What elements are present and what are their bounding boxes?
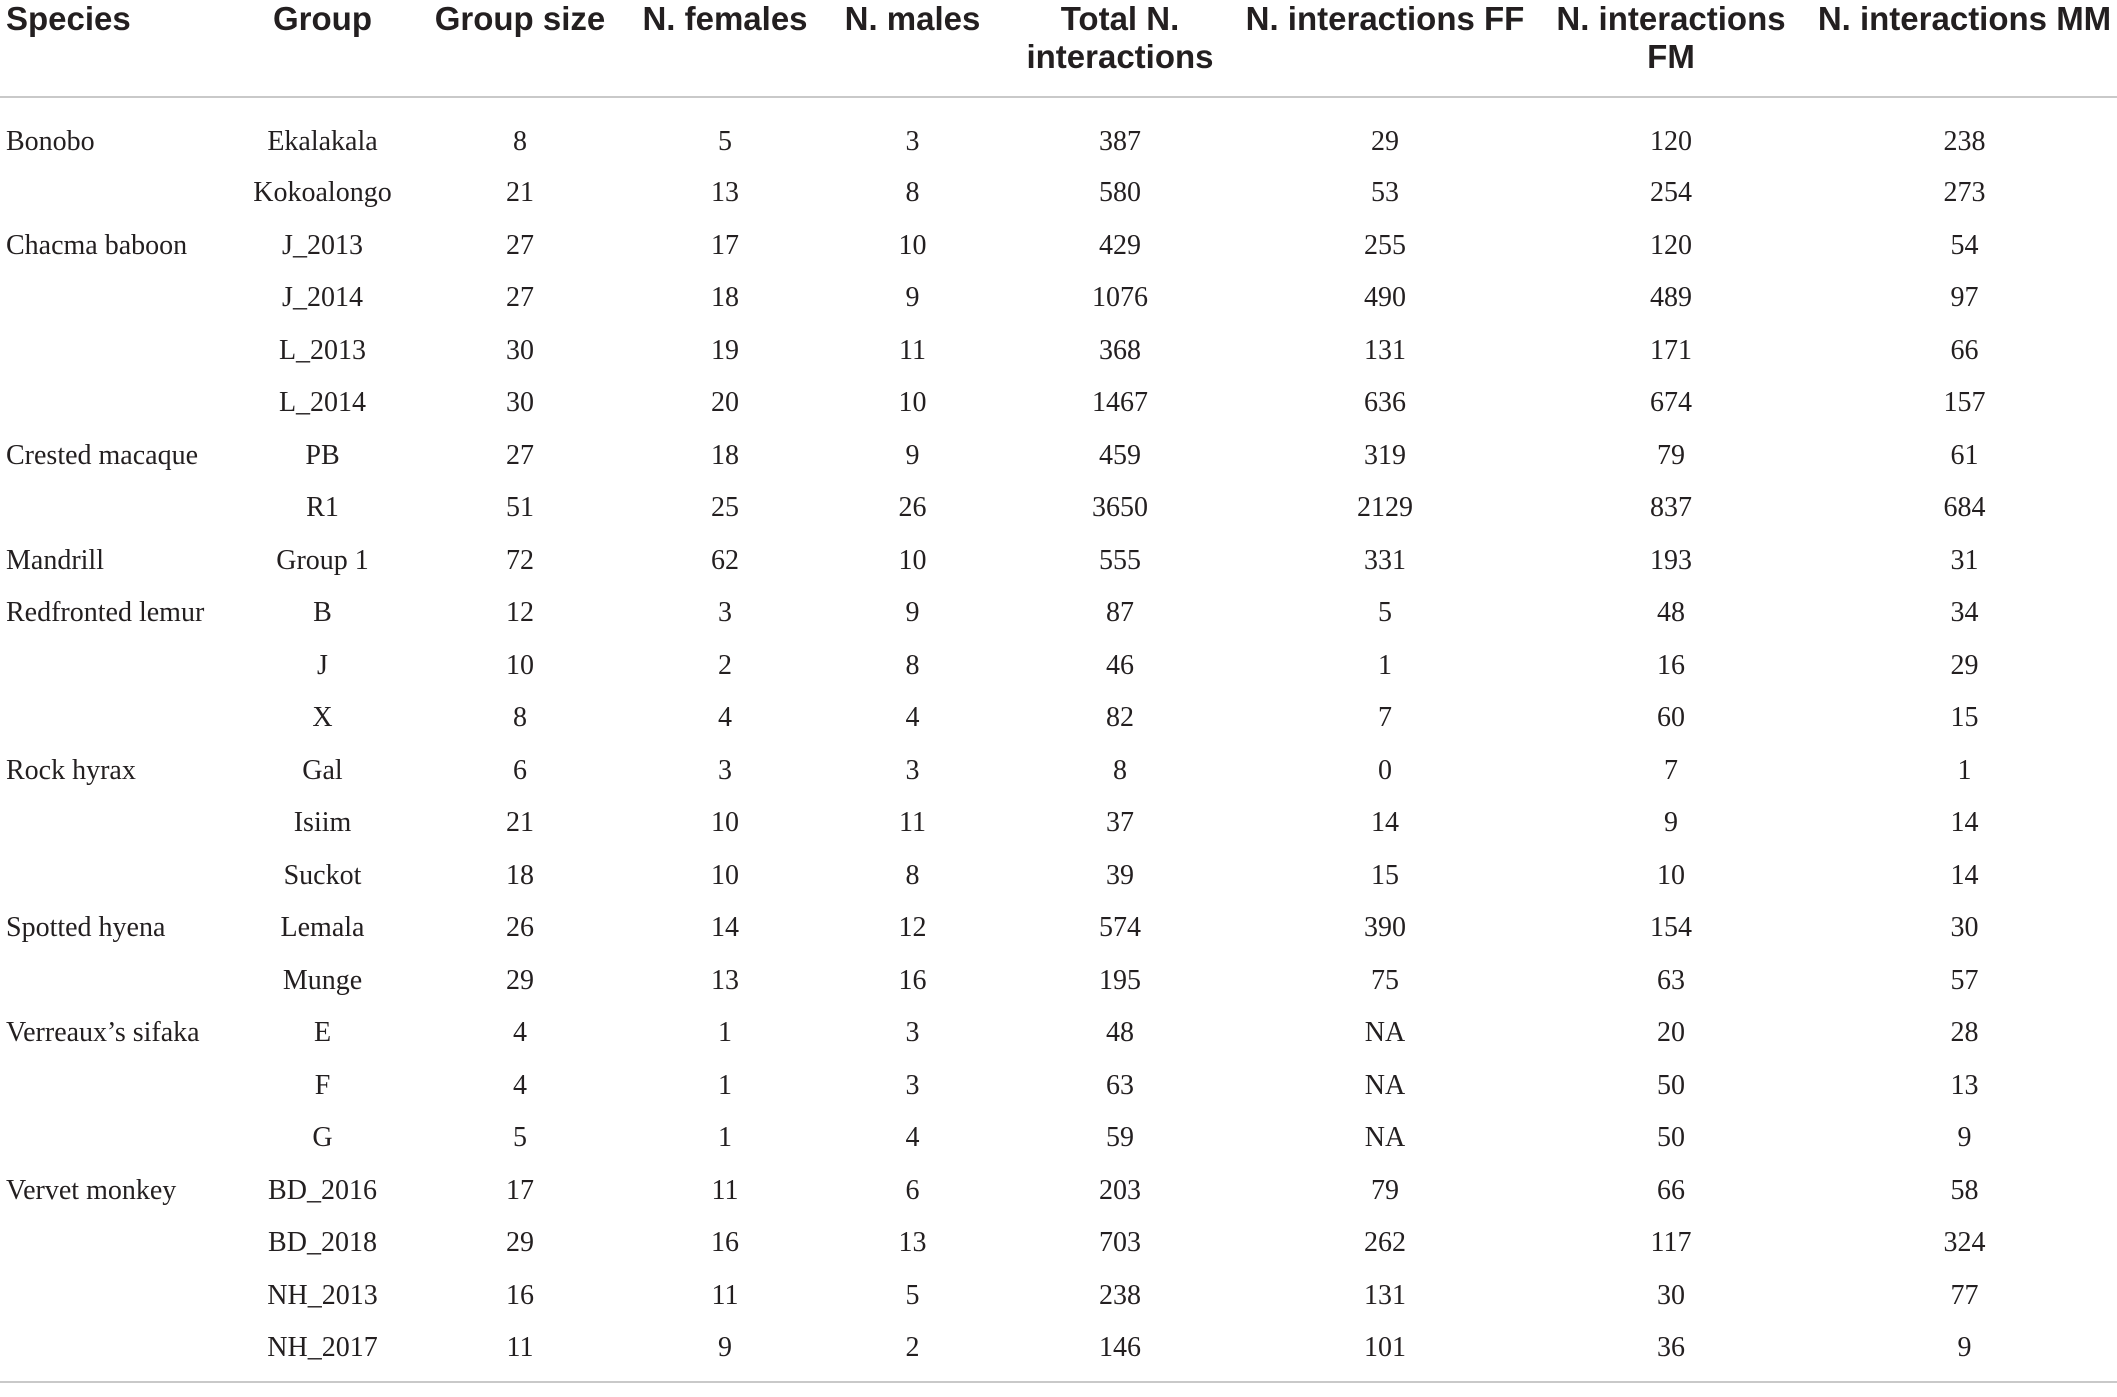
group-cell: BD_2018: [268, 1227, 377, 1259]
total-interactions-cell: 368: [1099, 334, 1141, 366]
interactions-mm-cell: 97: [1950, 282, 1979, 314]
n-males-cell: 11: [899, 334, 926, 366]
table-row: [0, 692, 2117, 745]
interactions-fm-cell: 120: [1650, 125, 1692, 157]
table-row: [0, 535, 2117, 588]
n-males-cell: 8: [905, 177, 920, 209]
interactions-mm-cell: 54: [1950, 229, 1979, 261]
n-males-cell: 4: [905, 1122, 920, 1154]
table-row: [0, 1217, 2117, 1270]
interactions-ff-cell: 53: [1371, 177, 1399, 209]
total-interactions-cell: 459: [1099, 439, 1141, 471]
table-row: [0, 1112, 2117, 1165]
n-males-cell: 16: [898, 964, 927, 996]
group-size-cell: 51: [506, 492, 534, 524]
group-cell: J_2014: [282, 282, 363, 314]
total-interactions-cell: 87: [1106, 597, 1134, 629]
interactions-ff-cell: 101: [1240, 1322, 1530, 1382]
column-header-interactions-mm: N. interactions MM: [1812, 0, 2117, 97]
n-males-cell: 12: [898, 912, 927, 944]
species-cell: [0, 1112, 230, 1165]
n-females-cell: 11: [711, 1174, 739, 1206]
interactions-fm-cell: 36: [1530, 1322, 1812, 1382]
group-cell: X: [312, 702, 333, 734]
interactions-fm-cell: 674: [1650, 387, 1692, 419]
interactions-ff-cell: NA: [1364, 1122, 1406, 1154]
n-males-cell: 3: [905, 1069, 920, 1101]
interactions-fm-cell: 50: [1657, 1069, 1685, 1101]
total-interactions-cell: 3650: [1092, 492, 1148, 524]
group-cell: R1: [306, 492, 339, 524]
interactions-mm-cell: 9: [1812, 1322, 2117, 1382]
interactions-mm-cell: 324: [1943, 1227, 1986, 1259]
group-size-cell: 5: [513, 1122, 527, 1154]
interactions-ff-cell: 331: [1364, 544, 1406, 576]
total-interactions-cell: 48: [1106, 1017, 1134, 1049]
species-cell: [0, 325, 230, 378]
interactions-fm-cell: 66: [1657, 1174, 1685, 1206]
species-cell: Redfronted lemur: [6, 597, 205, 629]
total-interactions-cell: 46: [1106, 649, 1134, 681]
interactions-ff-cell: 2129: [1357, 492, 1413, 524]
n-males-cell: 10: [898, 229, 927, 261]
species-cell: Crested macaque: [6, 439, 199, 471]
interactions-mm-cell: 30: [1950, 912, 1979, 944]
interactions-ff-cell: 262: [1364, 1227, 1406, 1259]
interactions-fm-cell: 254: [1650, 177, 1692, 209]
n-females-cell: 9: [625, 1322, 825, 1382]
n-females-cell: 13: [711, 177, 739, 209]
table-row: [0, 1060, 2117, 1113]
group-size-cell: 21: [506, 177, 534, 209]
table-row: [0, 640, 2117, 693]
group-size-cell: 18: [506, 859, 534, 891]
group-cell: Ekalakala: [267, 125, 378, 157]
group-cell: Suckot: [283, 859, 362, 891]
column-header-species: Species: [0, 0, 230, 97]
group-cell: Lemala: [280, 912, 365, 944]
column-header-interactions-fm: N. interactions FM: [1530, 0, 1812, 97]
total-interactions-cell: 39: [1106, 859, 1134, 891]
group-size-cell: 12: [506, 597, 534, 629]
column-header-group: Group: [230, 0, 415, 97]
n-females-cell: 1: [718, 1017, 732, 1049]
n-females-cell: 13: [711, 964, 739, 996]
total-interactions-cell: 59: [1106, 1122, 1134, 1154]
interactions-fm-cell: 117: [1650, 1227, 1692, 1259]
interactions-ff-cell: 7: [1378, 702, 1392, 734]
table-body: [0, 97, 2117, 1382]
interactions-fm-cell: 489: [1650, 282, 1692, 314]
group-cell: J: [317, 649, 328, 681]
n-males-cell: 9: [905, 282, 920, 314]
total-interactions-cell: 238: [1099, 1279, 1141, 1311]
interactions-ff-cell: 0: [1378, 754, 1392, 786]
group-cell: F: [314, 1069, 331, 1101]
species-cell: [0, 167, 230, 220]
table-row: [0, 272, 2117, 325]
total-interactions-cell: 703: [1099, 1227, 1141, 1259]
interactions-ff-cell: 390: [1364, 912, 1406, 944]
interactions-mm-cell: 34: [1950, 597, 1979, 629]
table-row: [0, 1322, 2117, 1382]
interactions-fm-cell: 7: [1664, 754, 1678, 786]
interactions-fm-cell: 50: [1657, 1122, 1685, 1154]
column-header-group-size: Group size: [415, 0, 625, 97]
n-males-cell: 8: [905, 859, 920, 891]
interactions-ff-cell: 75: [1371, 964, 1399, 996]
n-females-cell: 11: [711, 1279, 739, 1311]
interactions-fm-cell: 9: [1664, 807, 1678, 839]
total-interactions-cell: 574: [1099, 912, 1141, 944]
n-females-cell: 18: [711, 439, 739, 471]
group-cell: PB: [305, 439, 340, 471]
n-females-cell: 16: [711, 1227, 739, 1259]
group-size-cell: 29: [506, 964, 534, 996]
interactions-fm-cell: 79: [1657, 439, 1685, 471]
n-males-cell: 3: [905, 1017, 920, 1049]
species-cell: Vervet monkey: [6, 1174, 177, 1206]
total-interactions-cell: 146: [1000, 1322, 1240, 1382]
n-females-cell: 3: [718, 754, 732, 786]
group-cell: Kokoalongo: [253, 177, 392, 209]
n-females-cell: 19: [711, 334, 739, 366]
interactions-mm-cell: 13: [1950, 1069, 1979, 1101]
table-row: [0, 955, 2117, 1008]
interactions-ff-cell: 29: [1371, 125, 1399, 157]
interactions-mm-cell: 238: [1943, 125, 1986, 157]
group-cell: L_2014: [278, 387, 367, 419]
total-interactions-cell: 195: [1099, 964, 1141, 996]
group-cell: Group 1: [276, 544, 369, 576]
group-size-cell: 21: [506, 807, 534, 839]
group-size-cell: 72: [506, 544, 534, 576]
total-interactions-cell: 37: [1106, 807, 1134, 839]
table-row: [0, 1165, 2117, 1218]
interactions-ff-cell: 255: [1364, 229, 1406, 261]
n-males-cell: 26: [898, 492, 927, 524]
species-cell: [0, 797, 230, 850]
species-cell: [0, 377, 230, 430]
interactions-mm-cell: 77: [1950, 1279, 1979, 1311]
group-size-cell: 30: [506, 334, 534, 366]
interactions-fm-cell: 20: [1657, 1017, 1685, 1049]
group-cell: Gal: [302, 754, 343, 786]
group-cell: B: [313, 597, 332, 629]
interactions-ff-cell: 5: [1378, 597, 1392, 629]
interactions-ff-cell: 490: [1364, 282, 1406, 314]
table-row: [0, 797, 2117, 850]
table-row: [0, 97, 2117, 167]
column-header-n-males: N. males: [825, 0, 1000, 97]
total-interactions-cell: 387: [1099, 125, 1141, 157]
table-row: [0, 902, 2117, 955]
species-cell: [0, 955, 230, 1008]
interactions-mm-cell: 31: [1950, 544, 1979, 576]
table-row: [0, 167, 2117, 220]
n-females-cell: 25: [711, 492, 739, 524]
species-cell: [0, 482, 230, 535]
group-cell: E: [313, 1017, 332, 1049]
species-cell: [0, 1270, 230, 1323]
group-cell: J_2013: [282, 229, 363, 261]
table-row: [0, 220, 2117, 273]
n-males-cell: 11: [899, 807, 926, 839]
group-cell: Munge: [282, 964, 363, 996]
group-size-cell: 17: [506, 1174, 534, 1206]
group-cell: BD_2016: [268, 1174, 377, 1206]
total-interactions-cell: 1076: [1092, 282, 1148, 314]
group-size-cell: 27: [506, 229, 534, 261]
group-cell: L_2013: [278, 334, 367, 366]
interactions-mm-cell: 684: [1943, 492, 1986, 524]
table-row: [0, 430, 2117, 483]
n-females-cell: 10: [711, 859, 739, 891]
group-cell: NH_2013: [267, 1279, 378, 1311]
table-row: [0, 325, 2117, 378]
species-cell: [0, 272, 230, 325]
total-interactions-cell: 555: [1099, 544, 1141, 576]
group-size-cell: 26: [506, 912, 534, 944]
header-row: [0, 0, 2117, 97]
total-interactions-cell: 82: [1106, 702, 1134, 734]
interactions-mm-cell: 66: [1950, 334, 1979, 366]
interactions-mm-cell: 61: [1950, 439, 1979, 471]
n-males-cell: 9: [905, 439, 920, 471]
group-size-cell: 16: [506, 1279, 534, 1311]
n-females-cell: 10: [711, 807, 739, 839]
table-row: [0, 1270, 2117, 1323]
total-interactions-cell: 203: [1099, 1174, 1141, 1206]
n-females-cell: 1: [718, 1122, 732, 1154]
group-size-cell: 4: [513, 1017, 527, 1049]
group-size-cell: 8: [513, 125, 527, 157]
interactions-fm-cell: 171: [1650, 334, 1692, 366]
n-females-cell: 2: [718, 649, 732, 681]
species-cell: [0, 1217, 230, 1270]
n-males-cell: 3: [905, 754, 920, 786]
species-cell: Bonobo: [6, 125, 95, 157]
species-cell: [0, 692, 230, 745]
interactions-fm-cell: 63: [1657, 964, 1685, 996]
n-females-cell: 4: [718, 702, 732, 734]
n-males-cell: 9: [905, 597, 920, 629]
total-interactions-cell: 8: [1113, 754, 1127, 786]
interactions-mm-cell: 57: [1950, 964, 1979, 996]
interactions-ff-cell: 15: [1371, 859, 1399, 891]
table-row: [0, 587, 2117, 640]
n-females-cell: 62: [711, 544, 739, 576]
interactions-fm-cell: 10: [1657, 859, 1685, 891]
n-females-cell: 14: [711, 912, 739, 944]
n-males-cell: 10: [898, 544, 927, 576]
interactions-ff-cell: 14: [1371, 807, 1399, 839]
interactions-fm-cell: 60: [1657, 702, 1685, 734]
group-size-cell: 30: [506, 387, 534, 419]
n-females-cell: 20: [711, 387, 739, 419]
group-size-cell: 8: [513, 702, 527, 734]
interactions-mm-cell: 157: [1943, 387, 1986, 419]
interactions-mm-cell: 28: [1950, 1017, 1979, 1049]
interactions-fm-cell: 837: [1650, 492, 1692, 524]
table-row: [0, 850, 2117, 903]
group-size-cell: 4: [513, 1069, 527, 1101]
n-males-cell: 2: [825, 1322, 1000, 1382]
interactions-mm-cell: 58: [1950, 1174, 1979, 1206]
group-size-cell: 10: [506, 649, 534, 681]
interactions-mm-cell: 15: [1950, 702, 1979, 734]
interactions-mm-cell: 29: [1950, 649, 1979, 681]
group-cell: Isiim: [293, 807, 352, 839]
interactions-fm-cell: 48: [1657, 597, 1685, 629]
table-row: [0, 1007, 2117, 1060]
total-interactions-cell: 580: [1099, 177, 1141, 209]
total-interactions-cell: 63: [1106, 1069, 1134, 1101]
species-cell: [0, 1060, 230, 1113]
group-size-cell: 29: [506, 1227, 534, 1259]
table-row: [0, 745, 2117, 798]
n-females-cell: 3: [718, 597, 732, 629]
interactions-mm-cell: 9: [1957, 1122, 1972, 1154]
interactions-mm-cell: 14: [1950, 807, 1979, 839]
column-header-total-interactions: Total N. interactions: [1000, 0, 1240, 97]
species-cell: Chacma baboon: [6, 229, 188, 261]
species-cell: [0, 640, 230, 693]
n-males-cell: 10: [898, 387, 927, 419]
group-cell: G: [312, 1122, 333, 1154]
n-males-cell: 4: [905, 702, 920, 734]
n-males-cell: 13: [898, 1227, 927, 1259]
group-size-cell: 27: [506, 439, 534, 471]
group-cell: NH_2017: [230, 1322, 415, 1382]
species-cell: [0, 1322, 230, 1382]
table-row: [0, 482, 2117, 535]
n-females-cell: 1: [718, 1069, 732, 1101]
interactions-fm-cell: 193: [1650, 544, 1692, 576]
table-header: [0, 0, 2117, 97]
species-cell: Verreaux’s sifaka: [6, 1017, 200, 1049]
interactions-ff-cell: 131: [1364, 1279, 1406, 1311]
species-cell: Spotted hyena: [6, 912, 166, 944]
table-row: [0, 377, 2117, 430]
n-males-cell: 6: [905, 1174, 920, 1206]
interactions-ff-cell: 319: [1364, 439, 1406, 471]
total-interactions-cell: 1467: [1092, 387, 1148, 419]
interactions-ff-cell: 636: [1364, 387, 1406, 419]
interactions-ff-cell: 1: [1378, 649, 1392, 681]
interactions-mm-cell: 273: [1943, 177, 1986, 209]
n-males-cell: 5: [905, 1279, 920, 1311]
n-females-cell: 5: [718, 125, 732, 157]
interactions-fm-cell: 16: [1657, 649, 1685, 681]
species-cell: Rock hyrax: [6, 754, 136, 786]
n-females-cell: 18: [711, 282, 739, 314]
group-size-cell: 6: [513, 754, 527, 786]
column-header-interactions-ff: N. interactions FF: [1240, 0, 1530, 97]
interactions-ff-cell: 79: [1371, 1174, 1399, 1206]
species-cell: Mandrill: [6, 544, 104, 576]
n-males-cell: 3: [905, 125, 920, 157]
group-size-cell: 27: [506, 282, 534, 314]
interactions-fm-cell: 30: [1657, 1279, 1685, 1311]
total-interactions-cell: 429: [1099, 229, 1141, 261]
interactions-mm-cell: 1: [1957, 754, 1972, 786]
interactions-mm-cell: 14: [1950, 859, 1979, 891]
interactions-fm-cell: 120: [1650, 229, 1692, 261]
interactions-ff-cell: NA: [1364, 1069, 1406, 1101]
interactions-ff-cell: 131: [1364, 334, 1406, 366]
interactions-ff-cell: NA: [1364, 1017, 1406, 1049]
group-size-cell: 11: [415, 1322, 625, 1382]
species-cell: [0, 850, 230, 903]
column-header-n-females: N. females: [625, 0, 825, 97]
n-males-cell: 8: [905, 649, 920, 681]
n-females-cell: 17: [711, 229, 739, 261]
interactions-fm-cell: 154: [1650, 912, 1692, 944]
